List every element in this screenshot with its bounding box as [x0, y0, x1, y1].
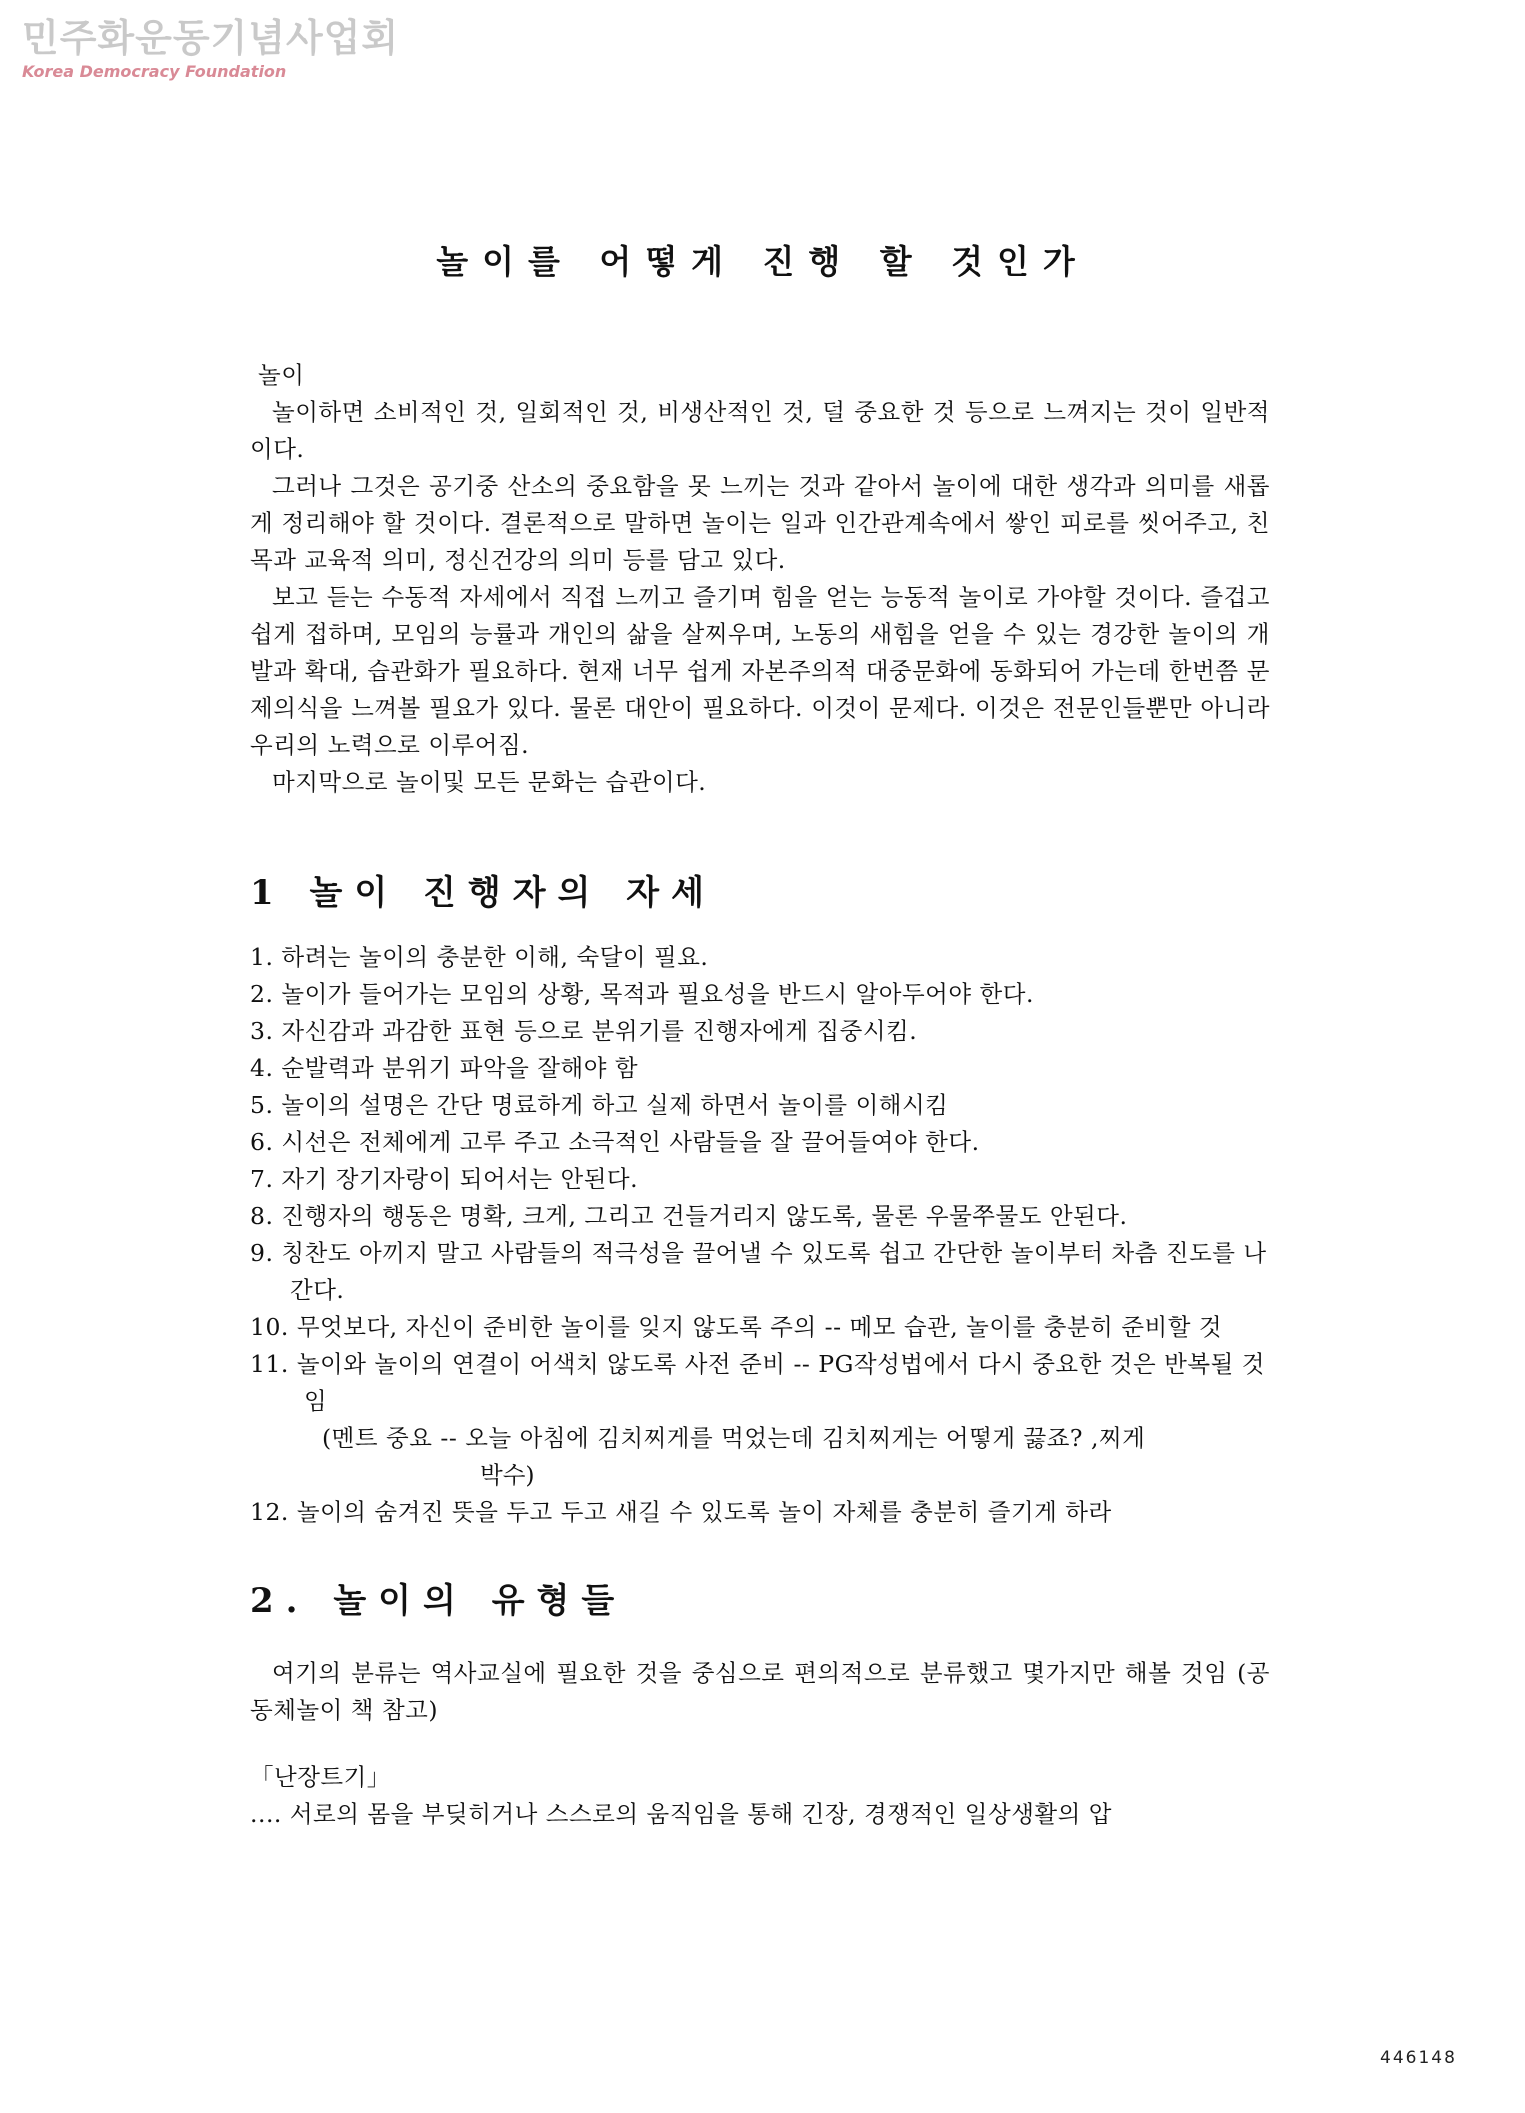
foundation-watermark	[22, 16, 399, 82]
section-2-paragraph: 여기의 분류는 역사교실에 필요한 것을 중심으로 편의적으로 분류했고 몇가지만 해볼 것임 (공동체놀이 책 참고)	[250, 1659, 1270, 1724]
section-1-list	[250, 939, 1270, 1531]
list-item-10: 10. 무엇보다, 자신이 준비한 놀이를 잊지 않도록 주의 -- 메모 습관, 놀이를 충분히 준비할 것	[250, 1313, 1223, 1341]
intro-paragraph-4: 마지막으로 놀이및 모든 문화는 습관이다.	[272, 768, 707, 796]
intro-paragraph-2: 그러나 그것은 공기중 산소의 중요함을 못 느끼는 것과 같아서 놀이에 대한 생각과 의미를 새롭게 정리해야 할 것이다. 결론적으로 말하면 놀이는 일과 인간관계속에서 쌓인 피로를 씻어주고, 친목과 교육적 의미, 정신건강의 의미 등를 담고 있다.	[250, 472, 1270, 574]
section-2-subheading: 「난장트기」	[250, 1763, 391, 1791]
watermark-korean: 민주화운동기념사업회	[22, 16, 400, 60]
watermark-english: Korea Democracy Foundation	[22, 62, 287, 81]
list-item-11-note-continued: 박수)	[480, 1461, 535, 1489]
section-2-heading: 2. 놀이의 유형들	[250, 1581, 627, 1621]
intro-label: 놀이	[258, 361, 305, 389]
list-item-6: 6. 시선은 전체에게 고루 주고 소극적인 사람들을 잘 끌어들여야 한다.	[250, 1128, 980, 1156]
list-item-4: 4. 순발력과 분위기 파악을 잘해야 함	[250, 1054, 639, 1082]
intro-paragraph-1: 놀이하면 소비적인 것, 일회적인 것, 비생산적인 것, 덜 중요한 것 등으로 느껴지는 것이 일반적이다.	[250, 398, 1270, 463]
document-title: 놀이를 어떻게 진행 할 것인가	[436, 242, 1089, 281]
list-item-11-note: (멘트 중요 -- 오늘 아침에 김치찌게를 먹었는데 김치찌게는 어떻게 끓죠? ,찌게	[322, 1424, 1146, 1452]
section-1-heading: 1 놀이 진행자의 자세	[250, 873, 716, 913]
document-body	[250, 357, 1270, 1833]
intro-paragraph-3: 보고 듣는 수동적 자세에서 직접 느끼고 즐기며 힘을 얻는 능동적 놀이로 가야할 것이다. 즐겁고 쉽게 접하며, 모임의 능률과 개인의 삶을 살찌우며, 노동의 새힘을 얻을 수 있는 경강한 놀이의 개발과 확대, 습관화가 필요하다. 현재 너무 쉽게 자본주의적 대중문화에 동화되어 가는데 한번쯤 문제의식을 느껴볼 필요가 있다. 물론 대안이 필요하다. 이것이 문제다. 이것은 전문인들뿐만 아니라 우리의 노력으로 이루어짐.	[250, 583, 1270, 759]
section-2-subtext: .... 서로의 몸을 부딪히거나 스스로의 움직임을 통해 긴장, 경쟁적인 일상생활의 압	[250, 1800, 1112, 1828]
list-item-11: 11. 놀이와 놀이의 연결이 어색치 않도록 사전 준비 -- PG작성법에서 다시 중요한 것은 반복될 것임	[250, 1350, 1265, 1415]
list-item-12: 12. 놀이의 숨겨진 뜻을 두고 두고 새길 수 있도록 놀이 자체를 충분히 즐기게 하라	[250, 1498, 1112, 1526]
list-item-1: 1. 하려는 놀이의 충분한 이해, 숙달이 필요.	[250, 943, 709, 971]
list-item-8: 8. 진행자의 행동은 명확, 크게, 그리고 건들거리지 않도록, 물론 우물쭈물도 안된다.	[250, 1202, 1128, 1230]
list-item-2: 2. 놀이가 들어가는 모임의 상황, 목적과 필요성을 반드시 알아두어야 한다.	[250, 980, 1034, 1008]
page-number: 446148	[1380, 2048, 1457, 2068]
list-item-5: 5. 놀이의 설명은 간단 명료하게 하고 실제 하면서 놀이를 이해시킴	[250, 1091, 949, 1119]
list-item-7: 7. 자기 장기자랑이 되어서는 안된다.	[250, 1165, 639, 1193]
list-item-3: 3. 자신감과 과감한 표현 등으로 분위기를 진행자에게 집중시킴.	[250, 1017, 918, 1045]
list-item-9: 9. 칭찬도 아끼지 말고 사람들의 적극성을 끌어낼 수 있도록 쉽고 간단한 놀이부터 차츰 진도를 나간다.	[250, 1239, 1267, 1304]
